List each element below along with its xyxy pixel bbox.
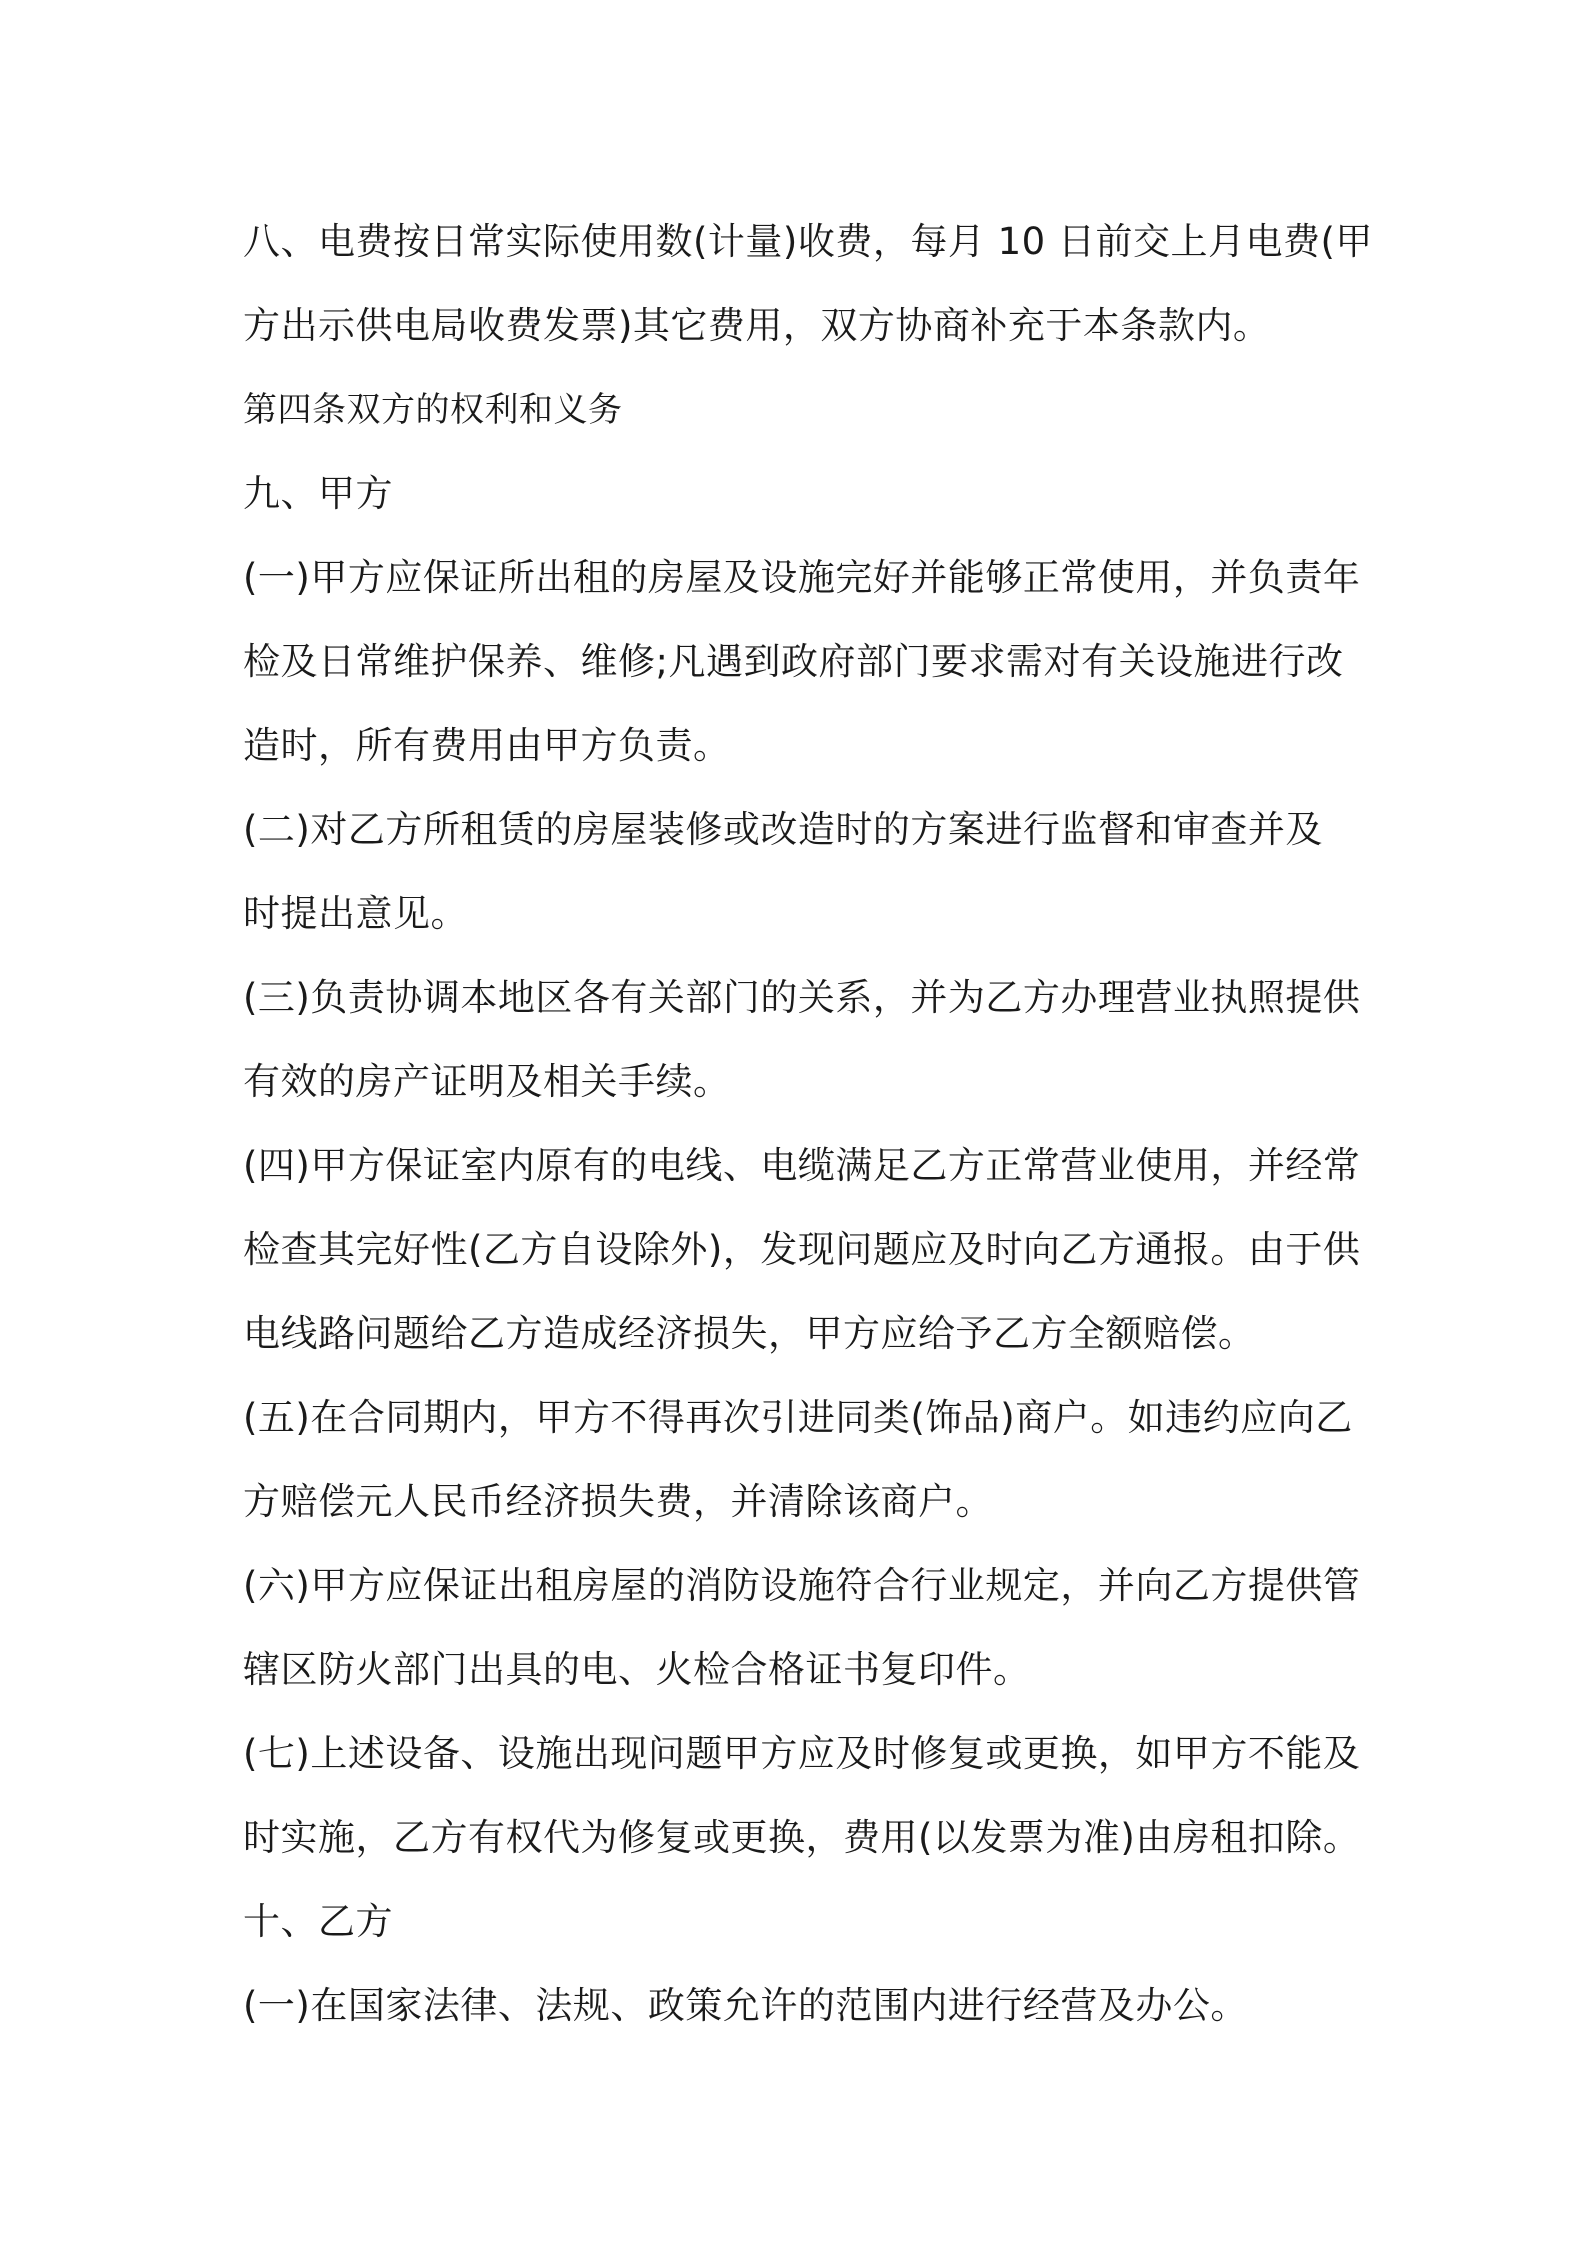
clause-9-7-line-1: (七)上述设备、设施出现问题甲方应及时修复或更换，如甲方不能及	[243, 1732, 1361, 1775]
clause-9-1-line-3: 造时，所有费用由甲方负责。	[243, 724, 731, 767]
clause-9-2-line-2: 时提出意见。	[243, 892, 468, 935]
clause-9-5-line-2: 方赔偿元人民币经济损失费，并清除该商户。	[243, 1480, 993, 1523]
clause-8-line-2: 方出示供电局收费发票)其它费用，双方协商补充于本条款内。	[243, 304, 1271, 347]
section-9-heading: 九、甲方	[243, 472, 393, 515]
clause-9-5-line-1: (五)在合同期内，甲方不得再次引进同类(饰品)商户。如违约应向乙	[243, 1396, 1353, 1439]
clause-8-line-1: 八、电费按日常实际使用数(计量)收费，每月 10 日前交上月电费(甲	[243, 220, 1373, 263]
clause-9-3-line-1: (三)负责协调本地区各有关部门的关系，并为乙方办理营业执照提供	[243, 976, 1361, 1019]
clause-9-4-line-2: 检查其完好性(乙方自设除外)，发现问题应及时向乙方通报。由于供	[243, 1228, 1361, 1271]
clause-9-6-line-1: (六)甲方应保证出租房屋的消防设施符合行业规定，并向乙方提供管	[243, 1564, 1361, 1607]
clause-9-7-line-2: 时实施，乙方有权代为修复或更换，费用(以发票为准)由房租扣除。	[243, 1816, 1361, 1859]
clause-10-1-line-1: (一)在国家法律、法规、政策允许的范围内进行经营及办公。	[243, 1984, 1248, 2027]
clause-9-4-line-1: (四)甲方保证室内原有的电线、电缆满足乙方正常营业使用，并经常	[243, 1144, 1361, 1187]
section-10-heading: 十、乙方	[243, 1900, 393, 1943]
clause-9-1-line-1: (一)甲方应保证所出租的房屋及设施完好并能够正常使用，并负责年	[243, 556, 1361, 599]
clause-9-4-line-3: 电线路问题给乙方造成经济损失，甲方应给予乙方全额赔偿。	[243, 1312, 1256, 1355]
document-body	[243, 200, 1373, 2048]
article-4-heading: 第四条双方的权利和义务	[243, 390, 623, 430]
clause-9-1-line-2: 检及日常维护保养、维修;凡遇到政府部门要求需对有关设施进行改	[243, 640, 1344, 683]
clause-9-6-line-2: 辖区防火部门出具的电、火检合格证书复印件。	[243, 1648, 1031, 1691]
clause-9-2-line-1: (二)对乙方所租赁的房屋装修或改造时的方案进行监督和审查并及	[243, 808, 1323, 851]
clause-9-3-line-2: 有效的房产证明及相关手续。	[243, 1060, 731, 1103]
